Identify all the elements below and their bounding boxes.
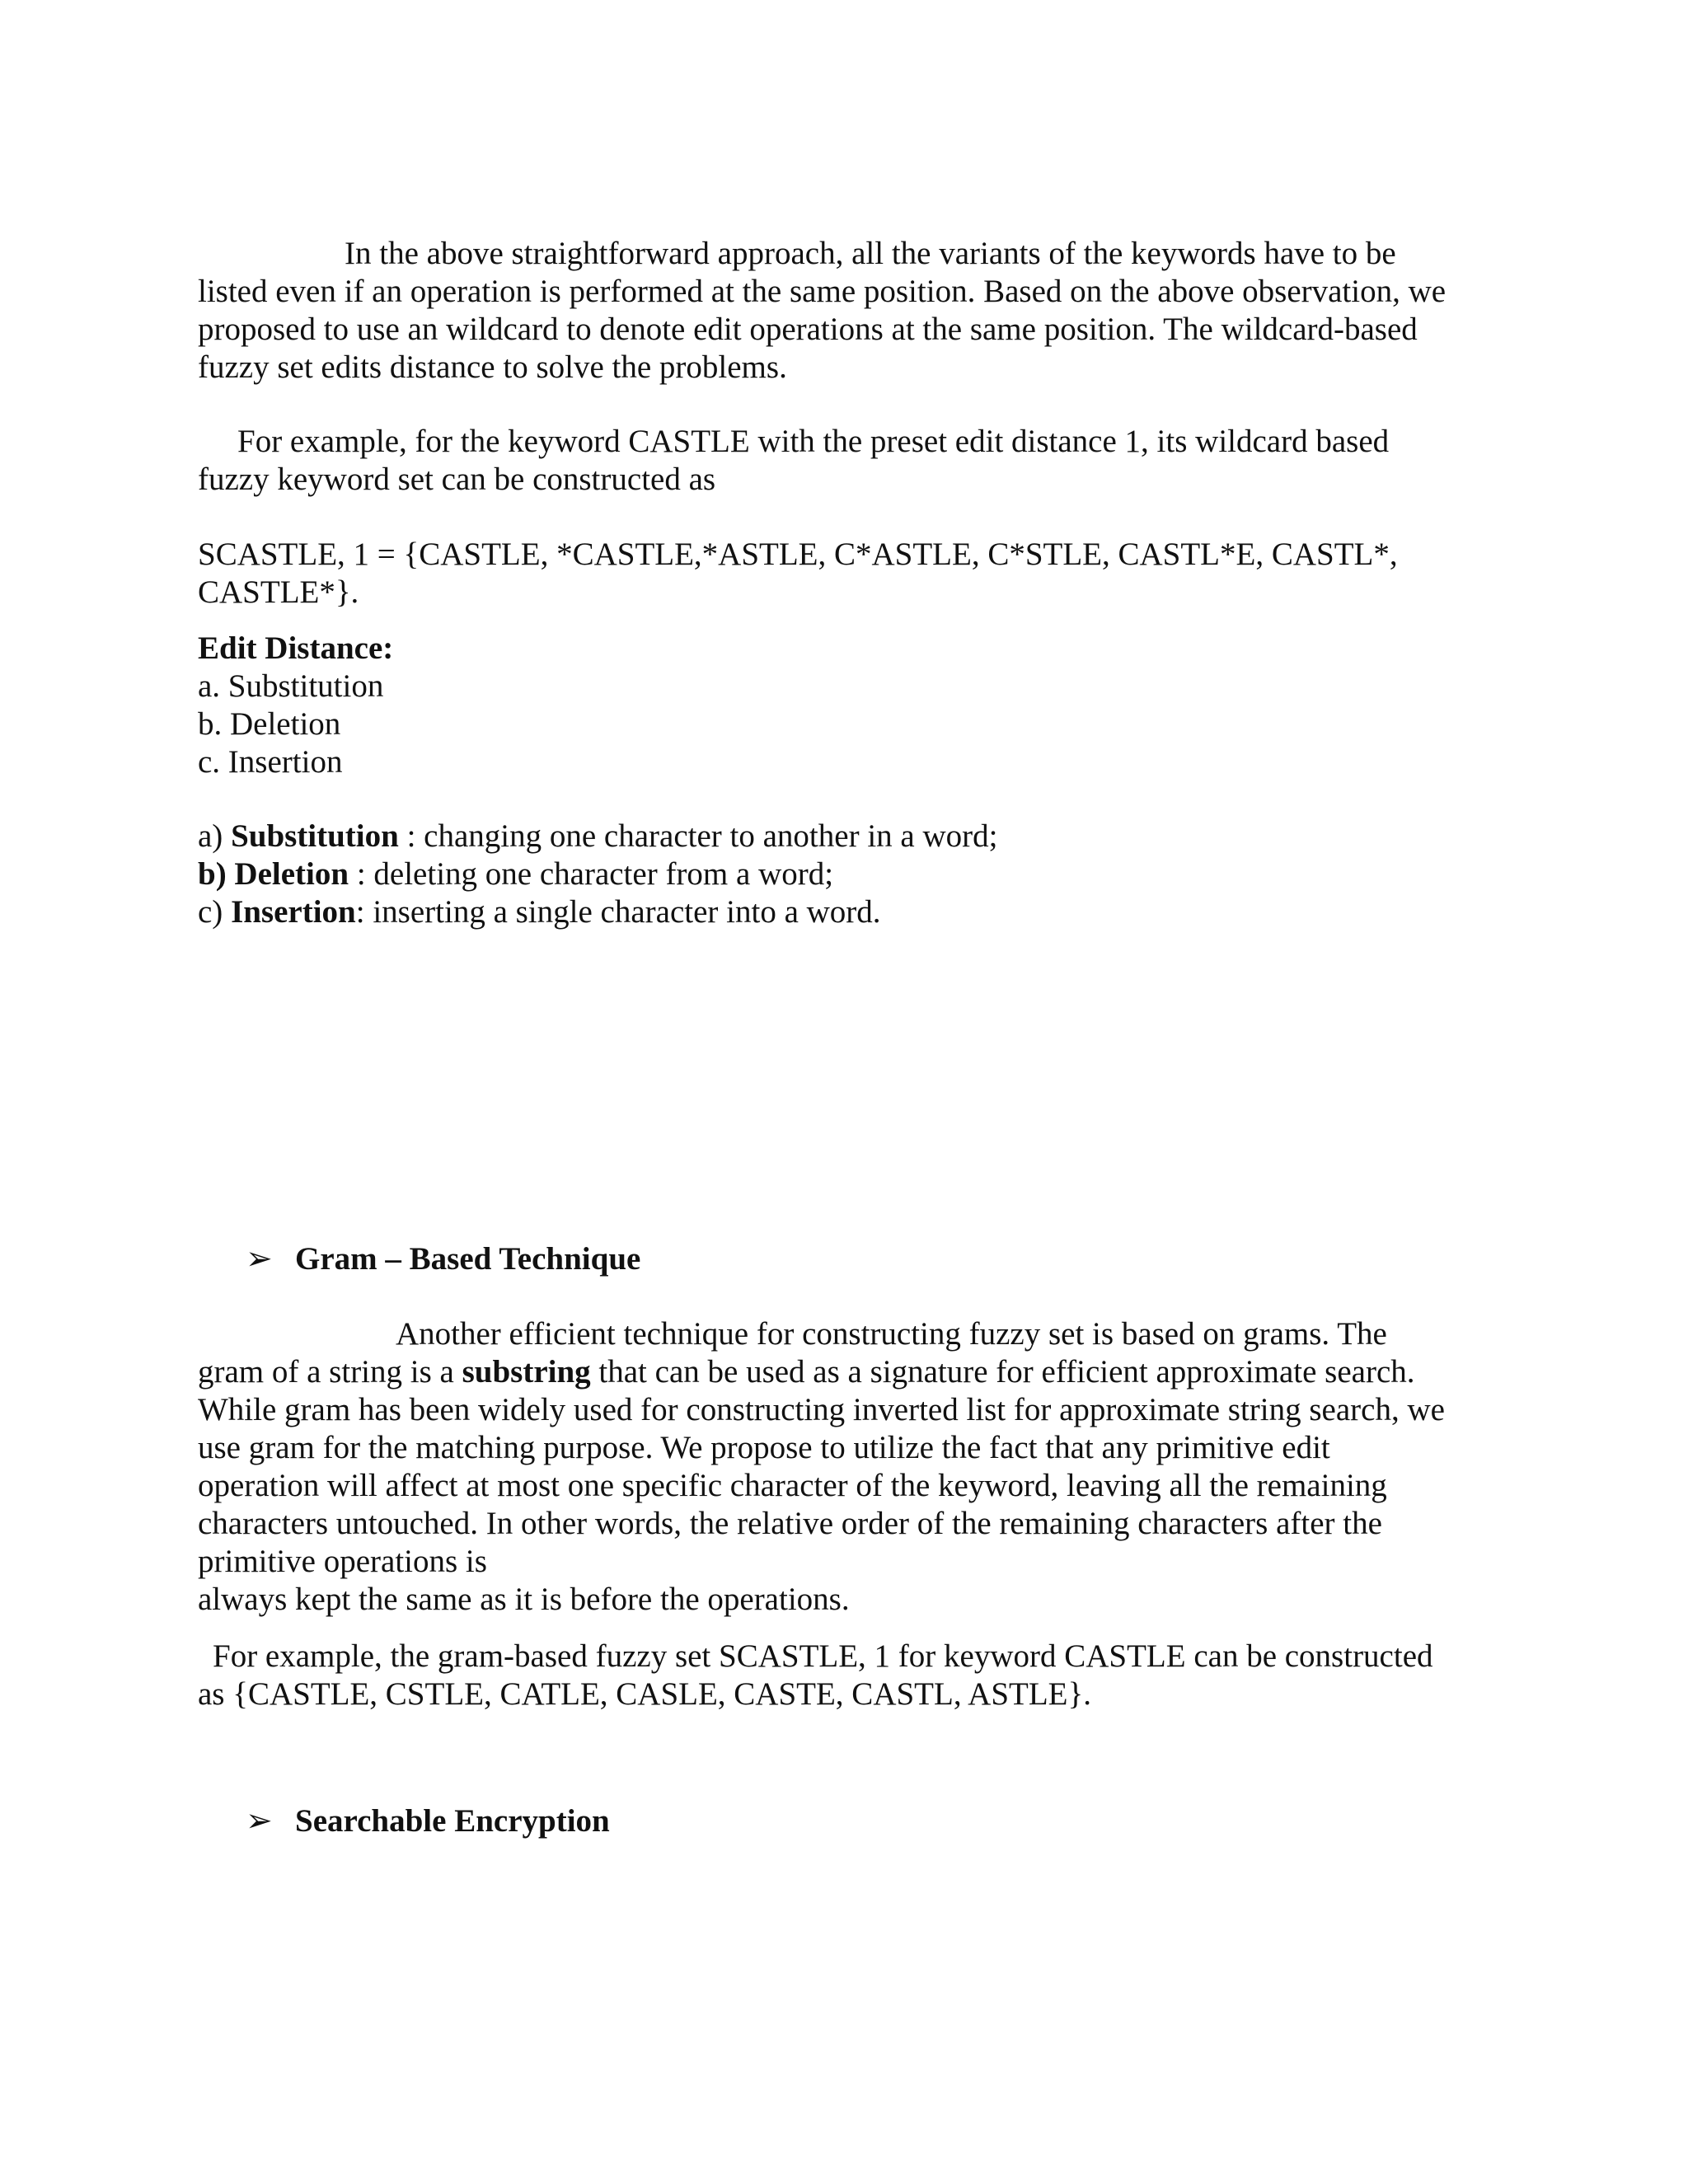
paragraph-line: characters untouched. In other words, the relative order of the remaining characters after the: [198, 1506, 1382, 1541]
section-title: Searchable Encryption: [295, 1803, 610, 1839]
section-title: Gram – Based Technique: [295, 1241, 641, 1277]
gram-section-heading: [246, 1240, 640, 1278]
paragraph-line: operation will affect at most one specific character of the keyword, leaving all the remaining: [198, 1468, 1387, 1503]
definition-text: : inserting a single character into a word.: [355, 894, 881, 930]
paragraph-line: listed even if an operation is performed at the same position. Based on the above observation, we: [198, 274, 1447, 309]
arrow-bullet-icon: ➢: [246, 1803, 273, 1839]
paragraph-line: always kept the same as it is before the operations.: [198, 1582, 850, 1617]
edit-distance-heading: Edit Distance:: [198, 630, 394, 666]
bold-term: substring: [462, 1354, 591, 1390]
paragraph-line: [198, 1353, 1517, 1391]
paragraph-line: SCASTLE, 1 = {CASTLE, *CASTLE,*ASTLE, C*ASTLE, C*STLE, CASTL*E, CASTL*,: [198, 537, 1398, 572]
definition-term: Substitution: [231, 818, 399, 854]
definition-text: : deleting one character from a word;: [349, 856, 834, 892]
wildcard-set-paragraph: [198, 536, 1517, 612]
definition-prefix: a): [198, 818, 232, 854]
definition-deletion: [198, 855, 1517, 893]
edit-distance-list: [198, 630, 1517, 781]
list-item: b. Deletion: [198, 706, 341, 742]
intro-paragraph: [198, 235, 1517, 387]
paragraph-line: In the above straightforward approach, all the variants of the keywords have to be: [345, 236, 1396, 271]
definition-term: Insertion: [231, 894, 356, 930]
paragraph-line: For example, the gram-based fuzzy set SCASTLE, 1 for keyword CASTLE can be constructed: [213, 1638, 1433, 1674]
list-item: c. Insertion: [198, 744, 343, 780]
paragraph-line: CASTLE*}.: [198, 574, 359, 610]
definition-insertion: [198, 893, 1517, 931]
example-paragraph: [198, 423, 1517, 499]
paragraph-line: as {CASTLE, CSTLE, CATLE, CASLE, CASTE, CASTL, ASTLE}.: [198, 1676, 1091, 1712]
paragraph-line: fuzzy keyword set can be constructed as: [198, 462, 716, 497]
paragraph-line: use gram for the matching purpose. We propose to utilize the fact that any primitive edit: [198, 1430, 1330, 1465]
paragraph-line: Another efficient technique for constructing fuzzy set is based on grams. The: [396, 1316, 1387, 1352]
text-run: gram of a string is a: [198, 1354, 462, 1390]
paragraph-line: While gram has been widely used for constructing inverted list for approximate string search, we: [198, 1392, 1445, 1427]
paragraph-line: For example, for the keyword CASTLE with the preset edit distance 1, its wildcard based: [237, 424, 1390, 459]
paragraph-line: proposed to use an wildcard to denote edit operations at the same position. The wildcard-based: [198, 312, 1418, 347]
searchable-encryption-heading: [246, 1802, 610, 1840]
gram-example-paragraph: [198, 1638, 1517, 1713]
definition-substitution: [198, 818, 1517, 855]
gram-paragraph: [198, 1315, 1517, 1619]
arrow-bullet-icon: ➢: [246, 1241, 273, 1277]
paragraph-line: fuzzy set edits distance to solve the problems.: [198, 349, 787, 385]
definition-term: b) Deletion: [198, 856, 349, 892]
list-item: a. Substitution: [198, 668, 384, 704]
text-run: that can be used as a signature for efficient approximate search.: [590, 1354, 1415, 1390]
paragraph-line: primitive operations is: [198, 1544, 487, 1579]
definition-text: : changing one character to another in a word;: [398, 818, 998, 854]
definitions-list: [198, 818, 1517, 931]
definition-prefix: c): [198, 894, 232, 930]
